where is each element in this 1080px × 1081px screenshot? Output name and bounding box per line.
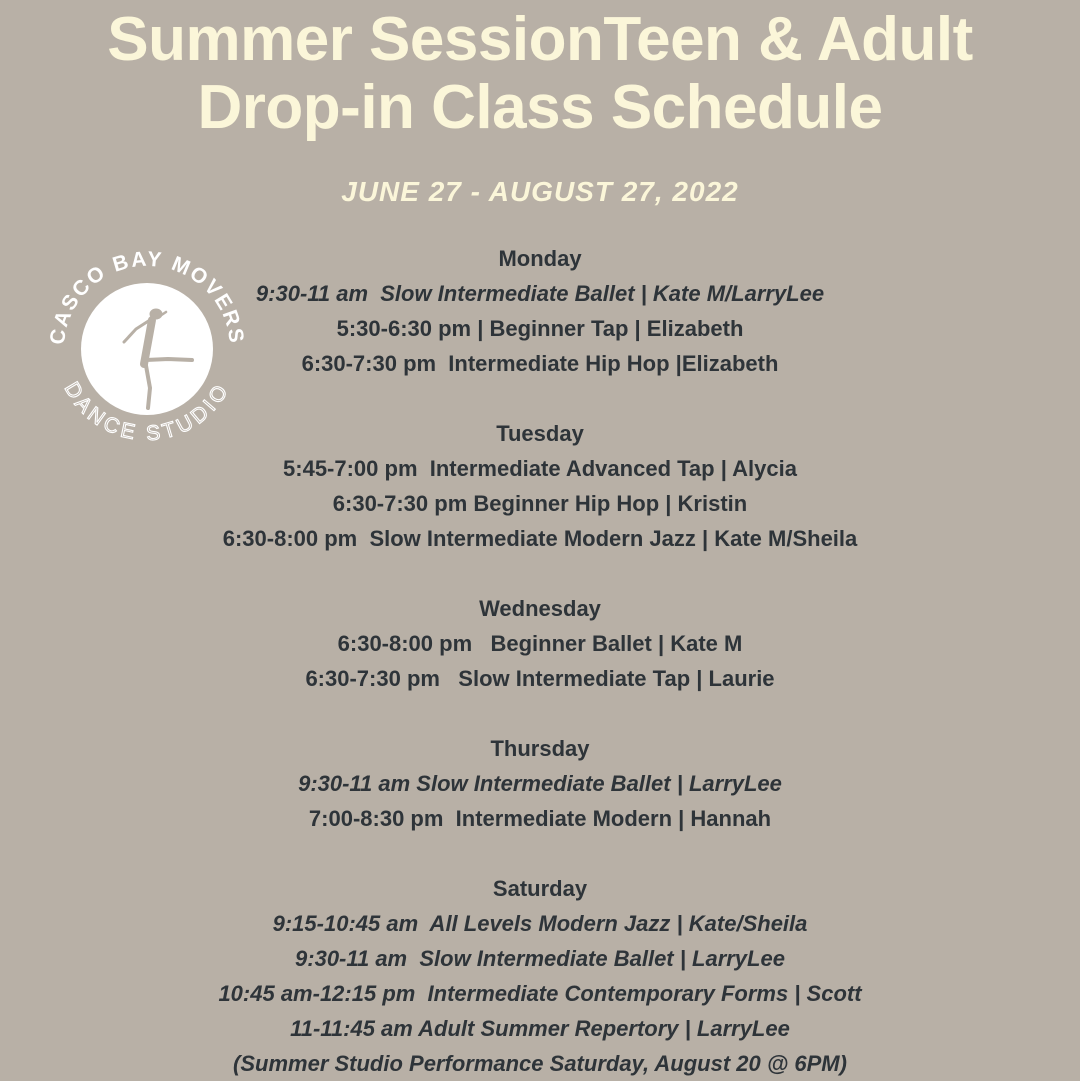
day-spacer [0,556,1080,591]
class-entry: 6:30-7:30 pm Slow Intermediate Tap | Laurie [305,666,775,691]
day-heading-wednesday: Wednesday [479,596,601,621]
class-entry: 5:30-6:30 pm | Beginner Tap | Elizabeth [336,316,744,341]
class-schedule [0,241,1080,1081]
day-heading-saturday: Saturday [492,876,588,901]
class-entry: 11-11:45 am Adult Summer Repertory | LarryLee [290,1016,790,1041]
title-line-1: Summer SessionTeen & Adult [107,5,973,74]
class-entry: 10:45 am-12:15 pm Intermediate Contemporary Forms | Scott [218,981,862,1006]
day-spacer [0,696,1080,731]
class-entry: 5:45-7:00 pm Intermediate Advanced Tap | Alycia [283,456,797,481]
day-spacer [0,836,1080,871]
page-title [0,6,1080,142]
class-entry: 6:30-7:30 pm Intermediate Hip Hop |Elizabeth [301,351,779,376]
logo-bottom-text: DANCE STUDIO [59,378,235,446]
class-entry: 9:15-10:45 am All Levels Modern Jazz | Kate/Sheila [272,911,808,936]
logo-top-text: CASCO BAY MOVERS [45,247,249,346]
class-entry: (Summer Studio Performance Saturday, August 20 @ 6PM) [233,1051,847,1076]
class-entry: 7:00-8:30 pm Intermediate Modern | Hannah [308,806,772,831]
day-heading-thursday: Thursday [490,736,590,761]
class-entry: 6:30-8:00 pm Beginner Ballet | Kate M [337,631,743,656]
day-heading-monday: Monday [498,246,582,271]
class-entry: 9:30-11 am Slow Intermediate Ballet | LarryLee [298,771,782,796]
day-heading-tuesday: Tuesday [496,421,584,446]
class-entry: 9:30-11 am Slow Intermediate Ballet | Kate M/LarryLee [255,281,825,306]
day-spacer [0,381,1080,416]
class-entry: 6:30-7:30 pm Beginner Hip Hop | Kristin [332,491,748,516]
title-line-2: Drop-in Class Schedule [197,73,883,142]
session-dates: JUNE 27 - AUGUST 27, 2022 [341,176,739,207]
class-entry: 6:30-8:00 pm Slow Intermediate Modern Jazz | Kate M/Sheila [222,526,858,551]
class-entry: 9:30-11 am Slow Intermediate Ballet | LarryLee [295,946,785,971]
